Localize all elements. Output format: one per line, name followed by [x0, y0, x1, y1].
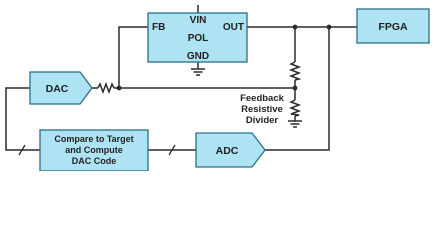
compute-line-2: and Compute	[65, 145, 123, 155]
out-pin-label: OUT	[222, 22, 244, 33]
divider-caption-line-3: Divider	[245, 115, 279, 126]
junction-divider-tap	[293, 86, 298, 91]
gnd-pin-label: GND	[186, 51, 210, 62]
junction-fb-node	[117, 86, 122, 91]
ground-divider	[288, 121, 302, 127]
dac-series-resistor	[98, 84, 114, 92]
fb-pin-label: FB	[152, 22, 166, 33]
fb-wire	[119, 27, 148, 88]
compute-line-1: Compare to Target	[54, 134, 134, 144]
pol-label: POL	[187, 33, 209, 44]
vin-pin-label: VIN	[189, 15, 207, 26]
dac-label: DAC	[45, 83, 69, 95]
ground-regulator	[191, 62, 205, 75]
divider-lower-resistor	[291, 100, 299, 116]
junction-out-adc	[327, 25, 332, 30]
adc-label: ADC	[215, 145, 239, 157]
divider-caption-line-2: Resistive	[241, 104, 283, 115]
junction-out-divider	[293, 25, 298, 30]
fpga-label: FPGA	[378, 21, 408, 33]
divider-upper-resistor	[291, 62, 299, 80]
compute-line-3: DAC Code	[71, 156, 117, 166]
divider-caption-line-1: Feedback	[240, 93, 284, 104]
